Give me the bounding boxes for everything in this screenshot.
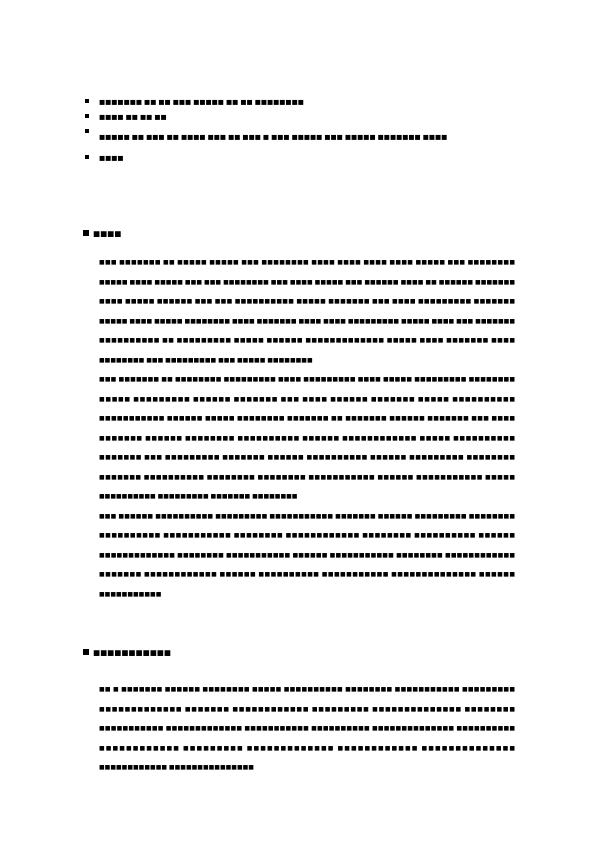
paragraph: ■■■ ■■■■■■■ ■■ ■■■■■ ■■■■■ ■■■ ■■■■■■■■ ■■■■ ■■■■ ■■■■ ■■■■ ■■■■■ ■■■ ■■■■■■■■ ■■■■■ ■■■■ ■■■■■ ■■■ ■■■ ■■■■■■■■ ■■■ ■■■■ ■■■■■ ■■■ ■■■■■■ ■■■■ ■■ ■■■■■■ ■■■■■■■ ■■■■ ■■■■■ ■■■■■■ ■■■ ■■■ ■■■■■■■■■■ ■■■■■ ■■■■■■■ ■■■ ■■■■ ■■■■■■■■■ ■■■■■■■ ■■■■■ ■■■■ ■■■■■ ■■■■■■■■ ■■■■ ■■■■■■■ ■■■■ ■■■■ ■■■■■■■■■ ■■■■■ ■■■■ ■■■ ■■■■■■■ ■■■■■■■■■■ ■■ ■■■■■■■■■ ■■■■■ ■■■■■■ ■■■■■■■■■■■■■ ■■■■■ ■■■■ ■■■■■■■ ■■■■ ■■■■■■■■ ■■■ ■■■■■■■■■ ■■■ ■■■■■ ■■■■■■■■ xyxy=(99,259,515,364)
list-item-text: ■■■■ ■■ ■■ ■■ xyxy=(99,113,167,121)
list-item xyxy=(85,98,515,106)
section-heading xyxy=(83,229,121,239)
list-item-text: ■■■■■■■ ■■ ■■ ■■■ ■■■■■ ■■ ■■ ■■■■■■■■ xyxy=(99,98,304,106)
list-item-text: ■■■■ xyxy=(99,154,124,162)
list-item xyxy=(85,113,515,121)
section-body xyxy=(99,680,515,778)
heading-marker xyxy=(83,230,89,236)
bullet-list xyxy=(85,98,515,169)
section-heading-text: ■■■■■■■■■■■ xyxy=(93,648,171,657)
list-item xyxy=(85,154,515,162)
bullet-marker xyxy=(85,155,89,159)
section-heading-text: ■■■■ xyxy=(93,229,122,238)
paragraph: ■■ ■ ■■■■■■■ ■■■■■■ ■■■■■■■■ ■■■■■ ■■■■■■■■■■ ■■■■■■■■ ■■■■■■■■■■■ ■■■■■■■■■ ■■■■■■■■■■■■■ ■■■■■■■ ■■■■■■■■■■■■ ■■■■■■■■■ ■■■■■■■■■■■■■■ ■■■■■■■■ ■■■■■■■■■■■ ■■■■■■■■■■■■■ ■■■■■■■■■■■ ■■■■■■■■■■ ■■■■■■■■■■■■■■ ■■■■■■■■■■ ■■■■■■■■■■■■ ■■■■■■■■■ ■■■■■■■■■■■■■ ■■■■■■■■■■■■ ■■■■■■■■■■■■■■ ■■■■■■■■■■■■ ■■■■■■■■■■■■■■■ xyxy=(99,686,515,771)
paragraph: ■■■ ■■■■■■ ■■■■■■■■■■ ■■■■■■■■■ ■■■■■■■■■■■ ■■■■■■■ ■■■■■■ ■■■■■■■■■ ■■■■■■■■ ■■■■■■■■■■ ■■■■■■■■■■■ ■■■■■■■■ ■■■■■■■■■■■■ ■■■■■■■■ ■■■■■■■■■■ ■■■■■■ ■■■■■■■■■■■■■ ■■■■■■■■ ■■■■■■■■■■■ ■■■■■■ ■■■■■■■■■■■ ■■■■■■■■ ■■■■■■■■■■■■ ■■■■■■■ ■■■■■■■■■■■■ ■■■■■■ ■■■■■■■■■■ ■■■■■■■■■■■ ■■■■■■■■■■■■■■ ■■■■■■ ■■■■■■■■■■■ xyxy=(99,512,515,598)
paragraph: ■■■ ■■■■■■■ ■■ ■■■■■■■■ ■■■■■■■■■ ■■■■ ■■■■■■■■■ ■■■■ ■■■■■ ■■■■■■■■■ ■■■■■■■■ ■■■■■ ■■■■■■■■■ ■■■■■■ ■■■■■■■ ■■■ ■■■■ ■■■■■■ ■■■■■■■ ■■■■■ ■■■■■■■■■■ ■■■■■■■■■■■ ■■■■■■ ■■■■■ ■■■■■■■■ ■■■■■■■ ■■ ■■■■■■■ ■■■■■■ ■■■■■■■ ■■■ ■■■■ ■■■■■■■ ■■■■■■ ■■■■■■■■ ■■■■■■■■■■ ■■■■■■ ■■■■■■■■■■■■ ■■■■■ ■■■■■■■■■■ ■■■■■■■ ■■■ ■■■■■■■■■ ■■■■■■■ ■■■■■■ ■■■■■■■■■■ ■■■■■■ ■■■■■■■■■ ■■■■■■■■ ■■■■■■■ ■■■■■■■■■■ ■■■■■■■■ ■■■■■■■■ ■■■■■■■■■■■ ■■■■■■ ■■■■■■■■■■■ ■■■■■ ■■■■■■■■■■ ■■■■■■■■■ ■■■■■■■ ■■■■■■■■ xyxy=(99,376,515,500)
list-item xyxy=(85,128,515,147)
section-heading xyxy=(83,648,171,658)
heading-marker xyxy=(83,649,89,655)
list-item-text: ■■■■■ ■■ ■■■ ■■ ■■■■ ■■■ ■■ ■■■ ■ ■■■ ■■■■■ ■■■ ■■■■■ ■■■■■■■ ■■■■ xyxy=(99,133,448,141)
bullet-marker xyxy=(85,129,89,133)
bullet-marker xyxy=(85,114,89,118)
section-body xyxy=(99,253,515,604)
bullet-marker xyxy=(85,99,89,103)
